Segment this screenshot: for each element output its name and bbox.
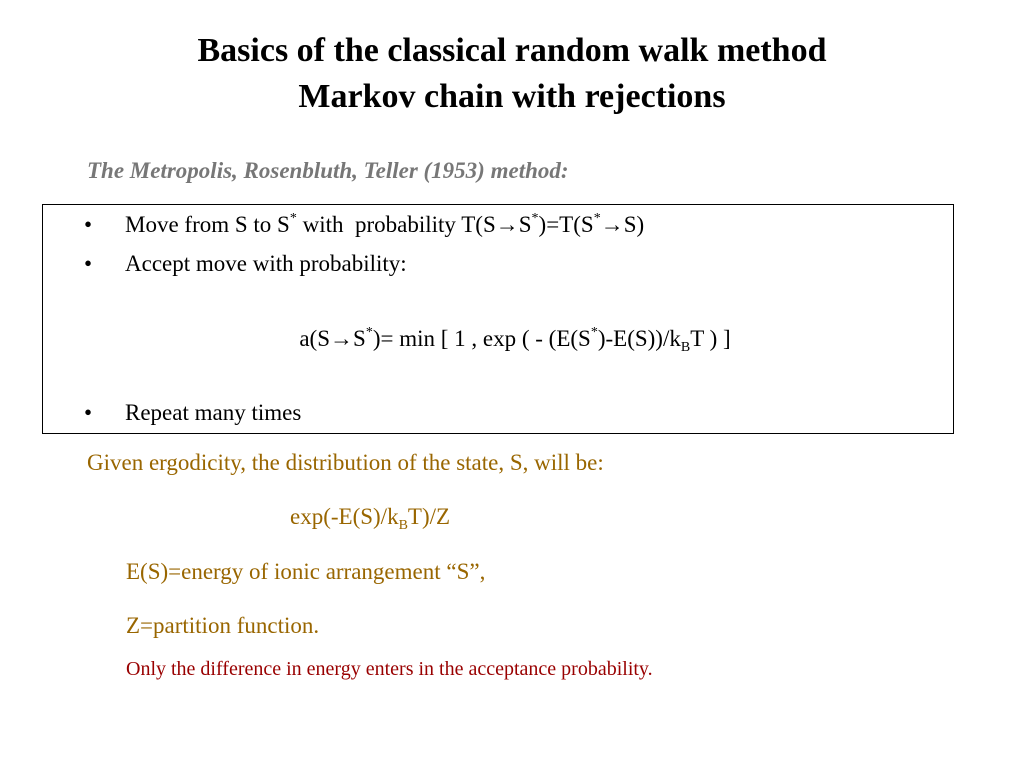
star-superscript: * xyxy=(531,211,539,226)
bullet-repeat-text: Repeat many times xyxy=(125,400,302,425)
energy-definition: E(S)=energy of ionic arrangement “S”, xyxy=(126,559,486,584)
acceptance-formula xyxy=(0,325,1024,353)
bullet-move-text xyxy=(125,211,644,239)
title-line-2: Markov chain with rejections xyxy=(298,78,726,115)
right-arrow-symbol: → xyxy=(600,212,624,237)
bullet-dot: • xyxy=(84,400,93,425)
text-segment: T)/Z xyxy=(407,504,451,529)
bullet-dot: • xyxy=(84,212,93,237)
text-segment: )-E(S))/k xyxy=(597,326,681,351)
ergodicity-text: Given ergodicity, the distribution of the state, S, will be: xyxy=(87,450,604,475)
text-segment: )=T(S xyxy=(538,212,594,237)
method-subtitle: The Metropolis, Rosenbluth, Teller (1953) method: xyxy=(87,158,569,183)
text-segment: S xyxy=(353,326,366,351)
text-segment: T ) ] xyxy=(690,326,731,351)
energy-difference-note: Only the difference in energy enters in the acceptance probability. xyxy=(126,658,653,680)
right-arrow-symbol: → xyxy=(330,326,354,351)
boltzmann-subscript: B xyxy=(680,340,691,355)
text-segment: with probability T(S xyxy=(296,212,496,237)
boltzmann-subscript: B xyxy=(398,518,408,533)
text-segment: )= min [ 1 , exp ( - (E(S xyxy=(372,326,591,351)
right-arrow-symbol: → xyxy=(495,212,519,237)
bullet-dot: • xyxy=(84,251,93,276)
title-line-1: Basics of the classical random walk method xyxy=(197,32,827,69)
text-segment: S xyxy=(518,212,532,237)
slide-title xyxy=(0,28,1024,120)
partition-definition: Z=partition function. xyxy=(126,613,320,638)
text-segment: a(S xyxy=(299,326,331,351)
star-superscript: * xyxy=(593,211,601,226)
text-segment: Move from S to S xyxy=(125,212,290,237)
distribution-formula xyxy=(290,504,451,533)
star-superscript: * xyxy=(289,211,297,226)
text-segment: exp(-E(S)/k xyxy=(290,504,399,529)
star-superscript: * xyxy=(365,325,373,340)
star-superscript: * xyxy=(590,325,598,340)
bullet-accept-text: Accept move with probability: xyxy=(125,251,407,276)
text-segment: S) xyxy=(623,212,645,237)
